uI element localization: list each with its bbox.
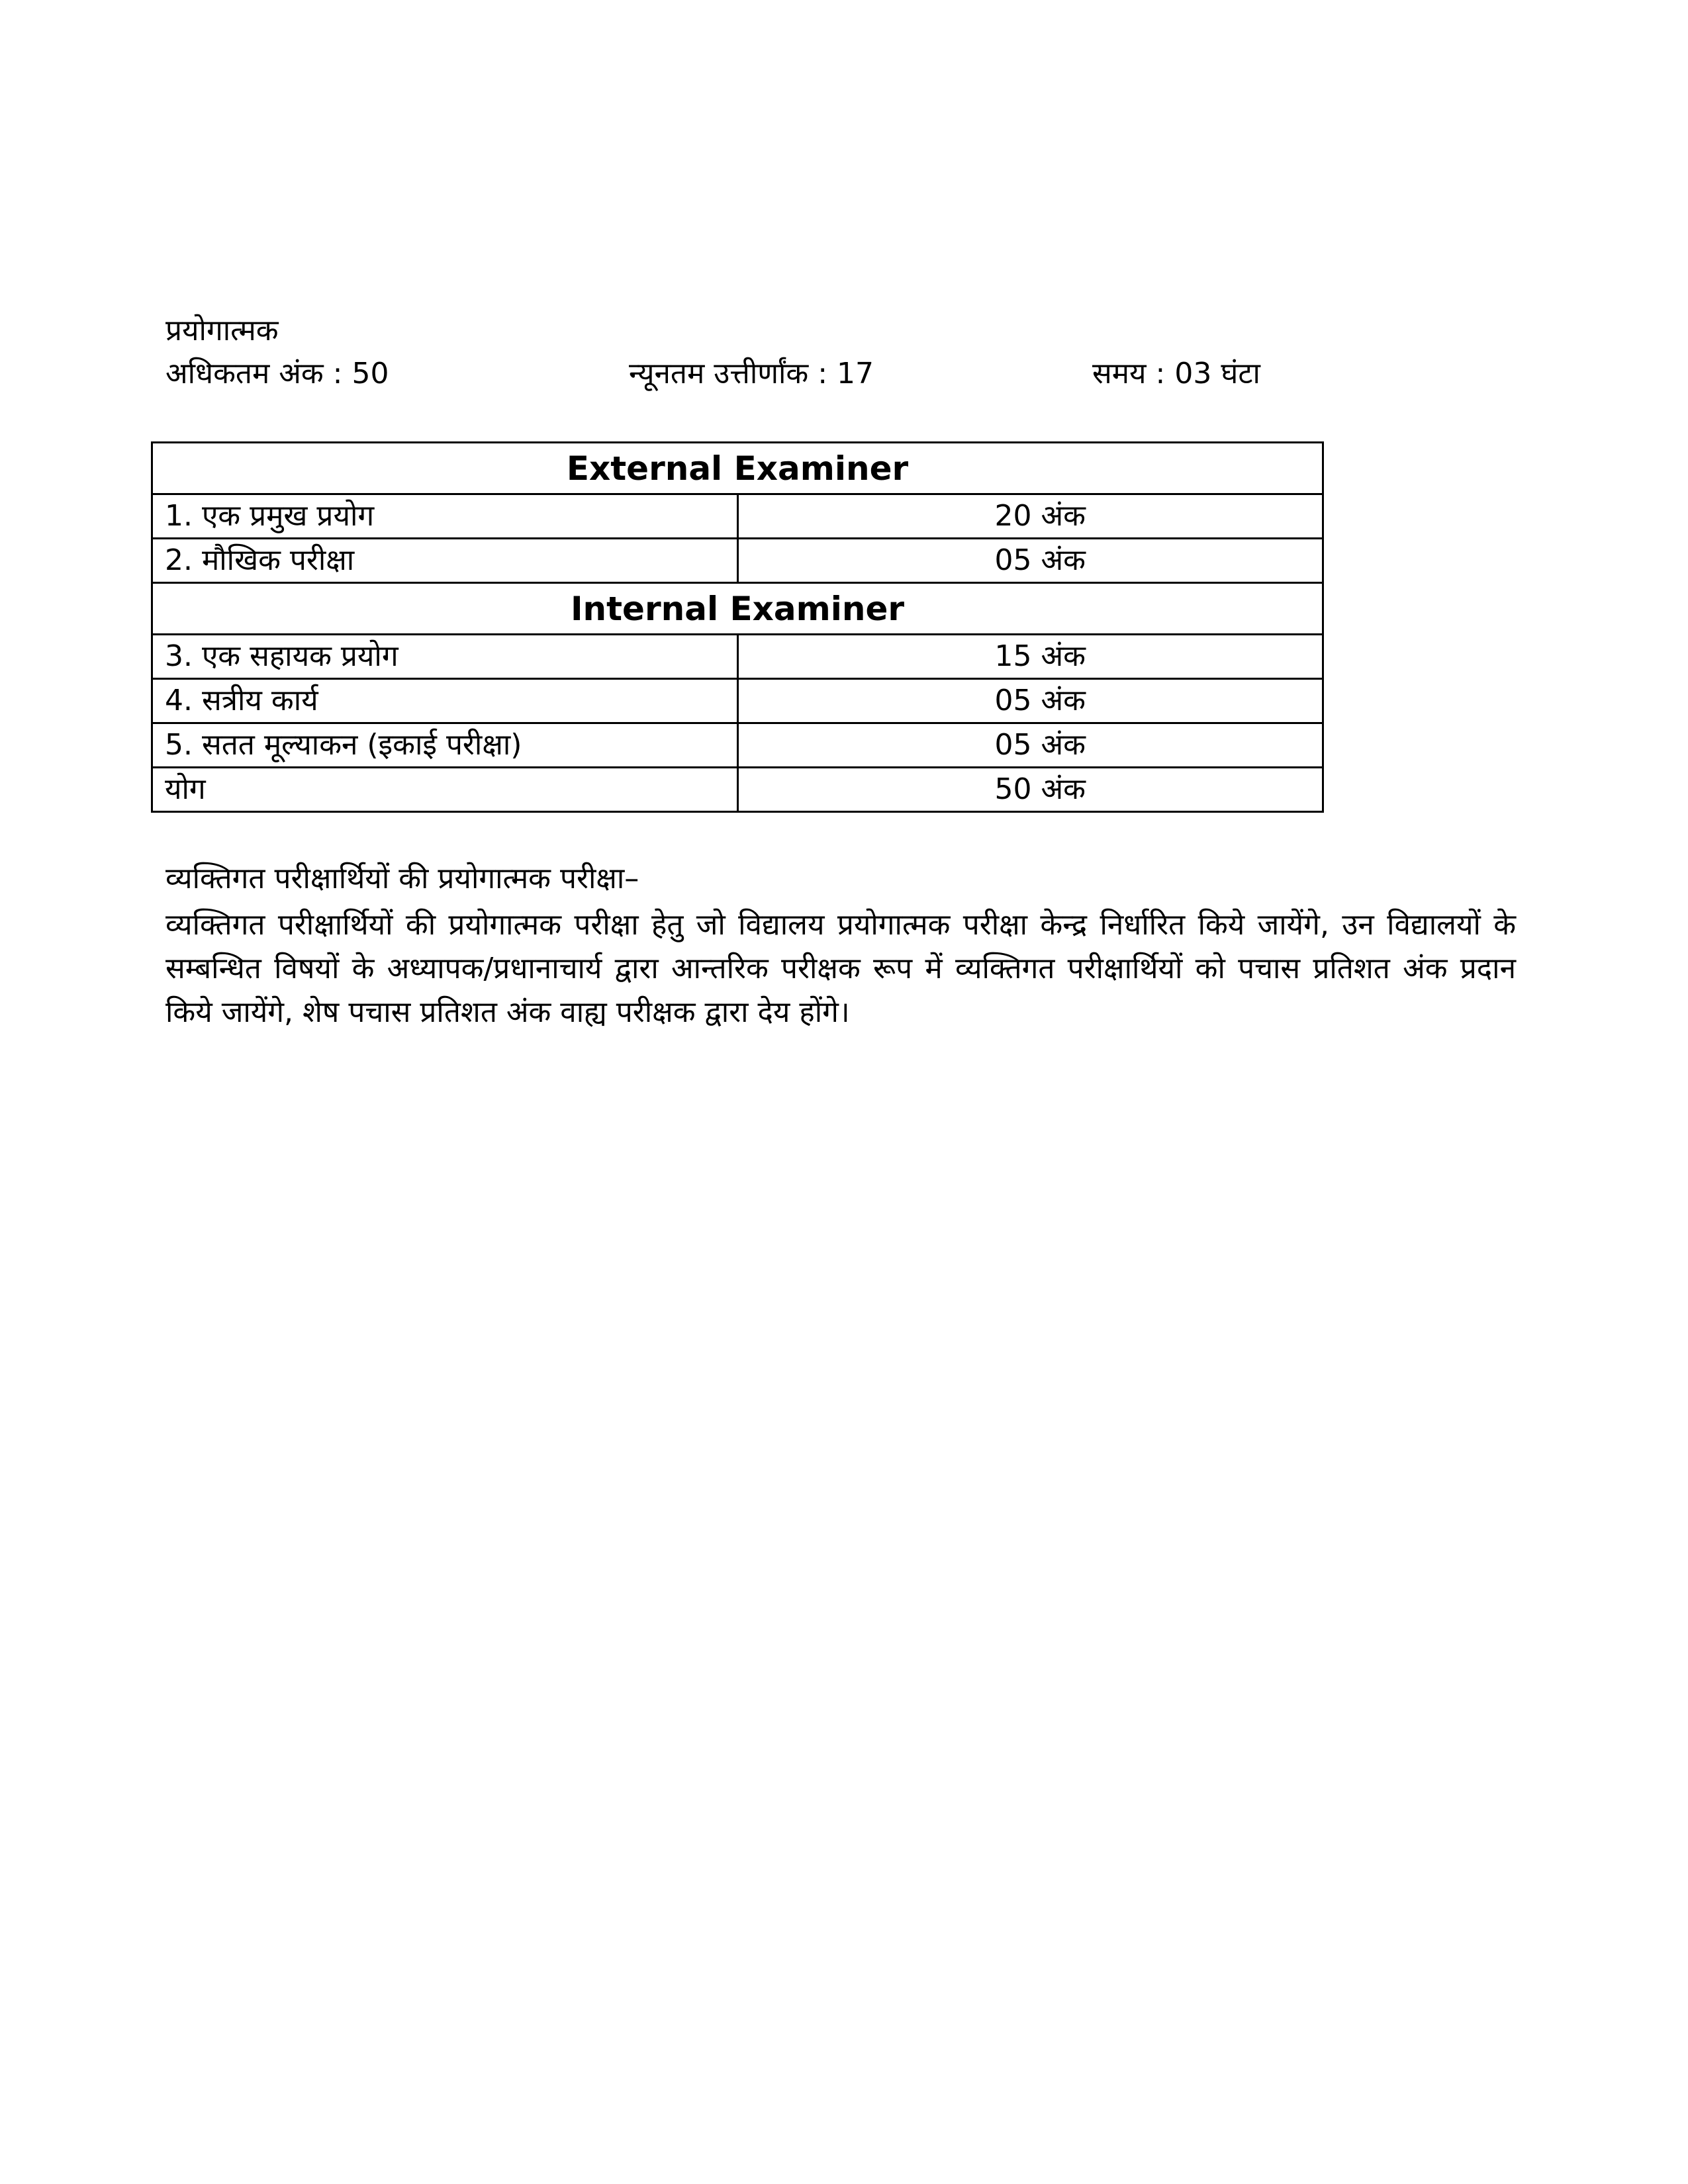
table-row — [152, 539, 1323, 583]
table-row — [152, 723, 1323, 768]
max-marks: अधिकतम अंक : 50 — [165, 357, 389, 390]
row-marks-value: 20 अंक — [994, 499, 1086, 533]
row-item: 3. एक सहायक प्रयोग — [152, 635, 738, 679]
row-item: 2. मौखिक परीक्षा — [152, 539, 738, 583]
row-item: 5. सतत मूल्याकन (इकाई परीक्षा) — [152, 723, 738, 768]
min-pass-marks: न्यूनतम उत्तीर्णांक : 17 — [629, 357, 874, 390]
row-marks-value: 05 अंक — [994, 543, 1086, 577]
row-marks-value: 05 अंक — [994, 728, 1086, 762]
total-row — [152, 768, 1323, 812]
row-marks — [737, 679, 1323, 723]
row-marks-value: 15 अंक — [994, 639, 1086, 673]
note-title: व्यक्तिगत परीक्षार्थियों की प्रयोगात्मक परीक्षा– — [165, 862, 639, 895]
row-marks — [737, 723, 1323, 768]
marks-table — [151, 441, 1324, 813]
table-header-row — [152, 443, 1323, 494]
row-marks — [737, 635, 1323, 679]
row-marks — [737, 494, 1323, 539]
row-item: 4. सत्रीय कार्य — [152, 679, 738, 723]
table-row — [152, 635, 1323, 679]
note-body: व्यक्तिगत परीक्षार्थियों की प्रयोगात्मक परीक्षा हेतु जो विद्यालय प्रयोगात्मक परीक्षा केन्द्र निर्धारित किये जायेंगे, उन विद्यालयों के सम्बन्धित विषयों के अध्यापक/प्रधानाचार्य द्वारा आन्तरिक परीक्षक रूप में व्यक्तिगत परीक्षार्थियों को पचास प्रतिशत अंक प्रदान किये जायेंगे, शेष पचास प्रतिशत अंक वाह्य परीक्षक द्वारा देय होंगे। — [165, 908, 1516, 1029]
internal-examiner-header: Internal Examiner — [152, 583, 1323, 635]
row-marks-value: 05 अंक — [994, 684, 1086, 717]
table-row — [152, 679, 1323, 723]
external-examiner-header: External Examiner — [152, 443, 1323, 494]
section-heading: प्रयोगात्मक — [165, 314, 279, 347]
row-item: 1. एक प्रमुख प्रयोग — [152, 494, 738, 539]
row-marks — [737, 539, 1323, 583]
exam-time: समय : 03 घंटा — [1092, 357, 1260, 390]
total-marks-value: 50 अंक — [994, 772, 1086, 806]
total-label: योग — [152, 768, 738, 812]
table-row — [152, 494, 1323, 539]
table-header-row — [152, 583, 1323, 635]
total-marks — [737, 768, 1323, 812]
